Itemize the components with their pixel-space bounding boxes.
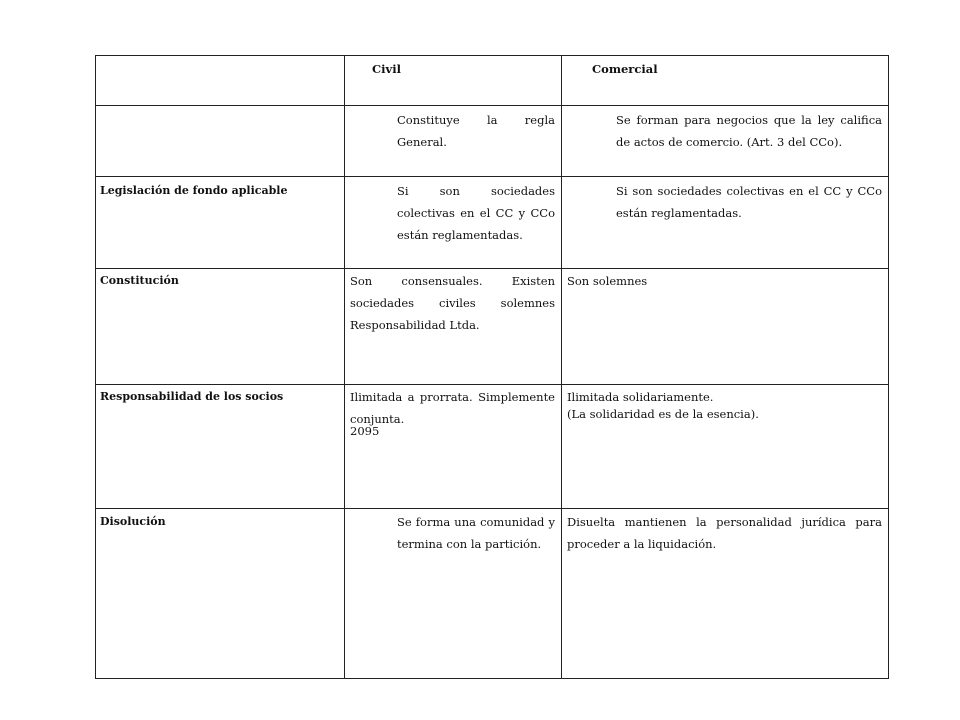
row-label-responsabilidad: Responsabilidad de los socios: [100, 390, 284, 403]
header-comercial: Comercial: [592, 62, 658, 76]
row-divider: [96, 508, 888, 509]
row1-comercial: Se forman para negocios que la ley califica de actos de comercio. (Art. 3 del CCo).: [616, 113, 882, 149]
row2-civil: Si son sociedades colectivas en el CC y CCo están reglamentadas.: [397, 184, 555, 242]
row-divider: [96, 176, 888, 177]
row2-comercial: Si son sociedades colectivas en el CC y CCo están reglamentadas.: [616, 184, 882, 220]
row-divider: [96, 268, 888, 269]
row4-comercial-line1: Ilimitada solidariamente.: [567, 390, 714, 404]
row3-civil: Son consensuales. Existen sociedades civiles solemnes Responsabilidad Ltda.: [350, 274, 555, 332]
row-label-legislacion: Legislación de fondo aplicable: [100, 184, 288, 197]
header-civil: Civil: [372, 62, 401, 76]
column-divider: [561, 56, 562, 678]
column-divider: [344, 56, 345, 678]
comparison-table: [95, 55, 889, 679]
row4-civil-line1: Ilimitada a prorrata. Simplemente conjunta.: [350, 390, 555, 426]
row1-civil: Constituye la regla General.: [397, 113, 555, 149]
row4-comercial-line2: (La solidaridad es de la esencia).: [567, 407, 759, 421]
row-label-disolucion: Disolución: [100, 515, 166, 528]
row5-comercial: Disuelta mantienen la personalidad jurídica para proceder a la liquidación.: [567, 515, 882, 551]
row4-civil-line2: 2095: [350, 424, 380, 438]
row-label-constitucion: Constitución: [100, 274, 179, 287]
row3-comercial: Son solemnes: [567, 274, 648, 288]
row-divider: [96, 105, 888, 106]
row-divider: [96, 384, 888, 385]
row5-civil: Se forma una comunidad y termina con la partición.: [397, 515, 555, 551]
